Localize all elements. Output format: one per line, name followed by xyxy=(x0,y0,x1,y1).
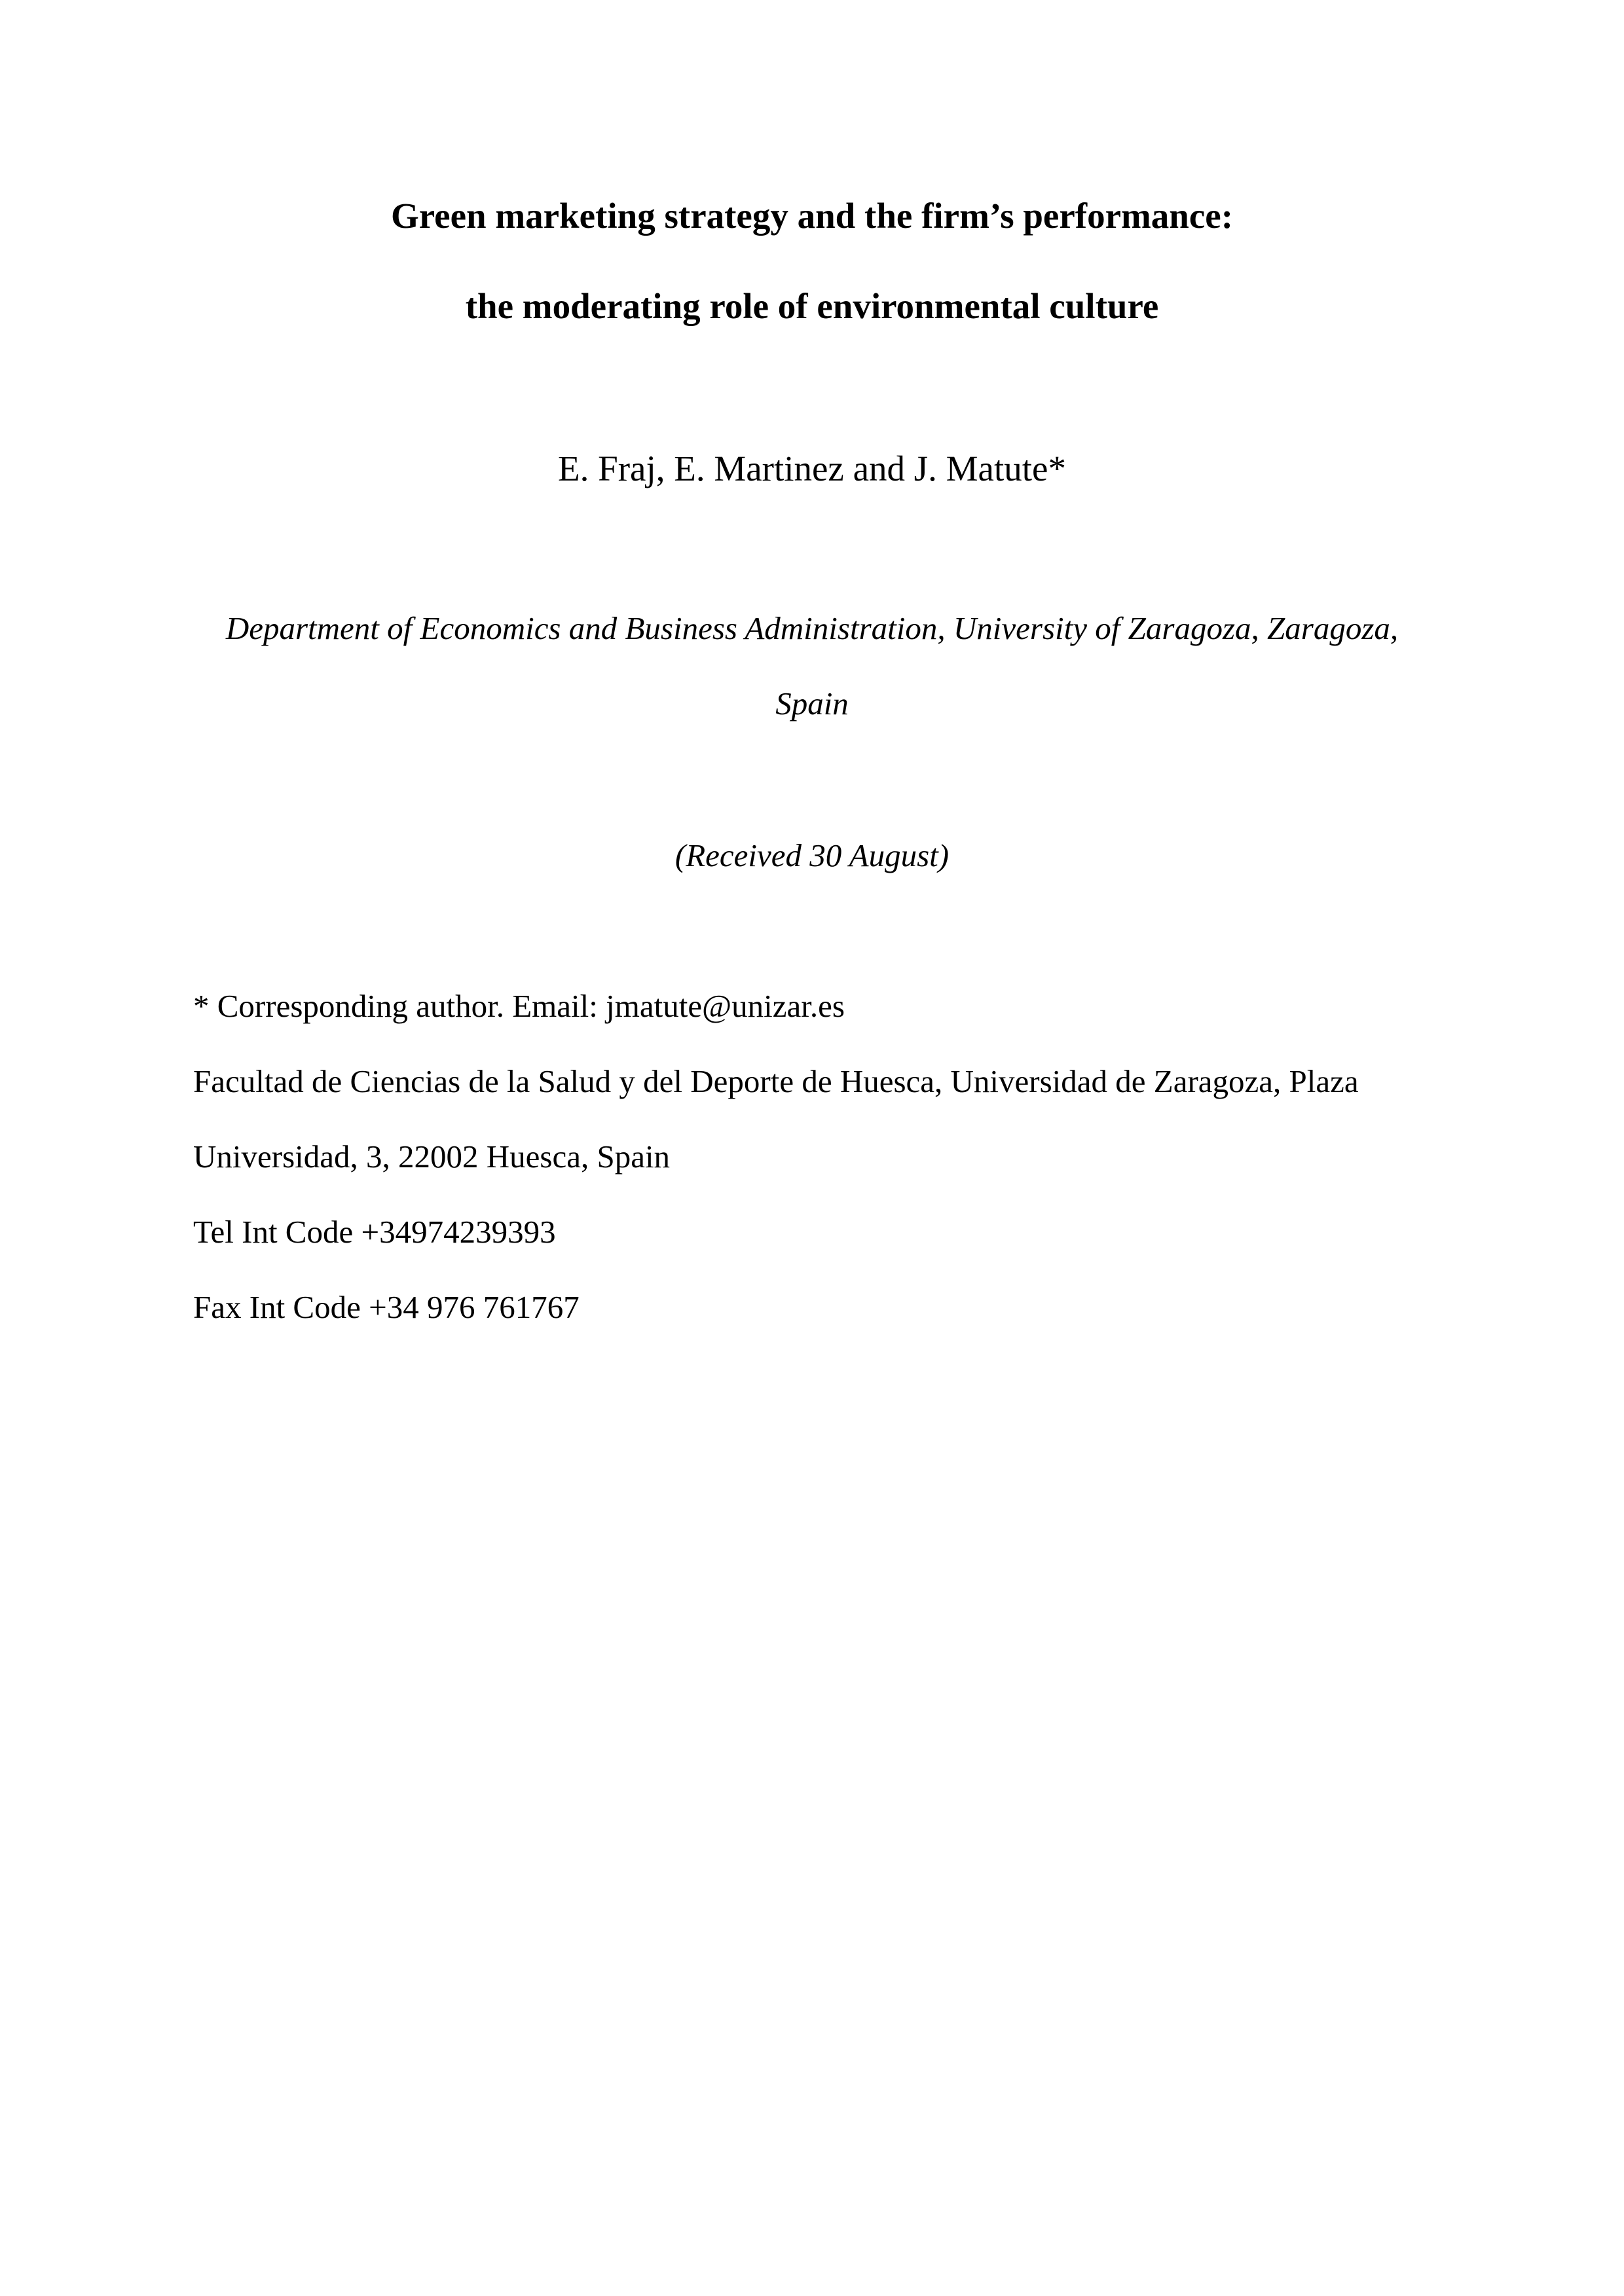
address-line-1: Facultad de Ciencias de la Salud y del Deporte de Huesca, Universidad de Zaragoza, Plaza xyxy=(193,1063,1359,1099)
affiliation-line-2: Spain xyxy=(775,685,849,721)
title-line-1: Green marketing strategy and the firm’s performance: xyxy=(390,196,1234,236)
author-list: E. Fraj, E. Martinez and J. Matute* xyxy=(558,448,1066,488)
corresponding-author-email: * Corresponding author. Email: jmatute@unizar.es xyxy=(193,988,845,1024)
title-line-2: the moderating role of environmental culture xyxy=(465,286,1159,326)
affiliation-line-1: Department of Economics and Business Administration, University of Zaragoza, Zaragoza, xyxy=(225,610,1399,646)
fax: Fax Int Code +34 976 761767 xyxy=(193,1289,580,1325)
address-line-2: Universidad, 3, 22002 Huesca, Spain xyxy=(193,1139,671,1175)
telephone: Tel Int Code +34974239393 xyxy=(193,1214,556,1250)
received-date: (Received 30 August) xyxy=(674,837,950,873)
